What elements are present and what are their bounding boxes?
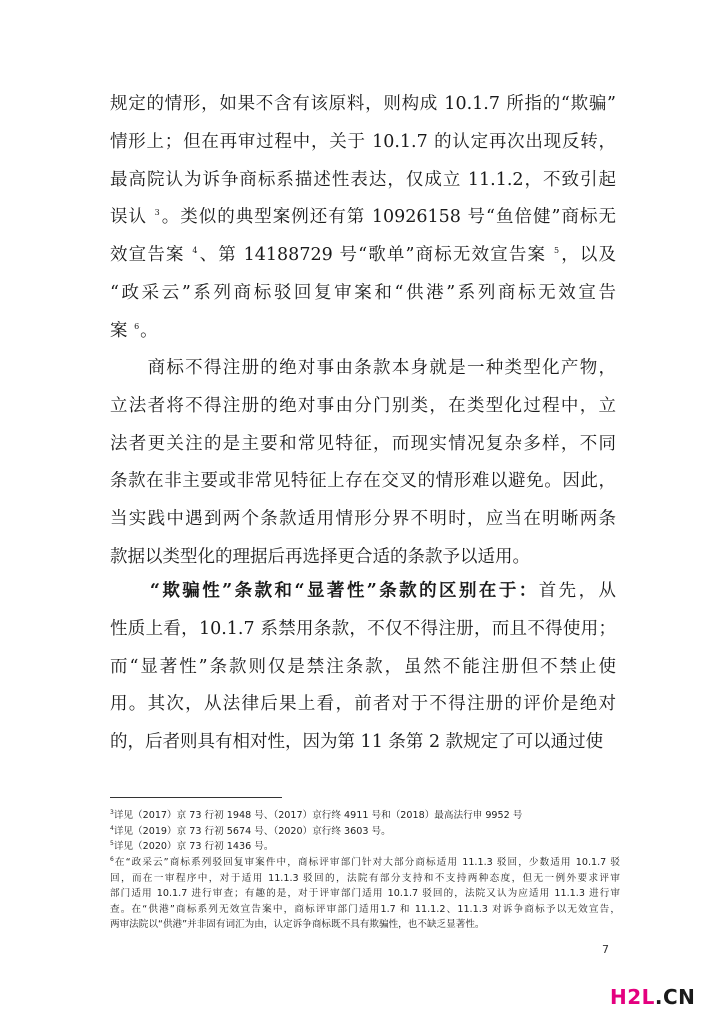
text-line: “政采云”系列商标驳回复审案和“供港”系列商标无效宣告: [110, 283, 616, 303]
text-line: 效宣告案 $^4$、第 14188729 号“歌单”商标无效宣告案 $^5$，以及: [110, 245, 617, 265]
text-line: 用。其次，从法律后果上看，前者对于不得注册的评价是绝对: [110, 694, 616, 714]
text-line: 案 $^6$。: [110, 321, 158, 341]
bold-lead-in: “欺骗性”条款和“显著性”条款的区别在于：: [110, 581, 539, 601]
footnote-separator: [110, 797, 282, 798]
footnote-line: $^3$详见（2017）京 73 行初 1948 号、（2017）京行终 4911 号和（2018）最高法行申 9952 号: [110, 808, 523, 821]
footnote-line: 回，而在一审程序中，对于适用 11.1.3 驳回的，法院有部分支持和不支持两种态度，但无一例外要求评审: [110, 873, 620, 884]
page-number: 7: [602, 943, 609, 956]
text-line: 条款在非主要或非常见特征上存在交叉的情形难以避免。因此，: [110, 471, 616, 491]
footnote-line: $^4$详见（2019）京 73 行初 5674 号、（2020）京行终 3603 号。: [110, 824, 391, 837]
footnote-line: 两审法院以“供港”并非固有词汇为由，认定诉争商标既不具有欺骗性，也不缺乏显著性。: [110, 919, 485, 930]
text-line: 规定的情形，如果不含有该原料，则构成 10.1.7 所指的“欺骗”: [110, 94, 616, 114]
watermark-part2: .CN: [654, 985, 696, 1009]
site-watermark-logo: [610, 984, 714, 1010]
text-line: 情形上；但在再审过程中，关于 10.1.7 的认定再次出现反转，: [110, 132, 616, 152]
footnote-line: 部门适用 10.1.7 进行审查；有趣的是，对于评审部门适用 10.1.7 驳回的，法院又认为应适用 11.1.3 进行审: [110, 888, 620, 899]
text-line: 而“显著性”条款则仅是禁注条款，虽然不能注册但不禁止使: [110, 657, 616, 677]
footnote-line: $^5$详见（2020）京 73 行初 1436 号。: [110, 839, 274, 852]
footnote-number: 4: [110, 824, 114, 832]
footnote-marker: 5: [553, 246, 560, 256]
footnote-number: 3: [110, 808, 114, 816]
footnote-number: 6: [110, 855, 114, 863]
text-line: 当实践中遇到两个条款适用情形分界不明时，应当在明晰两条: [110, 509, 616, 529]
footnote-line: 查。在“供港”商标系列无效宣告案中，商标评审部门适用1.7 和 11.1.2、11.1.3 对诉争商标予以无效宣告，: [110, 904, 620, 915]
footnote-marker: 4: [192, 246, 198, 256]
footnote-marker: 3: [154, 208, 160, 218]
watermark-part1: H2L: [610, 985, 655, 1009]
footnote-number: 5: [110, 839, 114, 847]
text-line: 立法者将不得注册的绝对事由分门别类，在类型化过程中，立: [110, 396, 616, 416]
text-line: 商标不得注册的绝对事由条款本身就是一种类型化产物，: [110, 358, 616, 378]
text-line: “欺骗性”条款和“显著性”条款的区别在于：首先，从: [110, 581, 616, 601]
text-line: 法者更关注的是主要和常见特征，而现实情况复杂多样，不同: [110, 434, 616, 454]
text-line: 误认 $^3$。类似的典型案例还有第 10926158 号“鱼倍健”商标无: [110, 207, 616, 227]
text-line: 款据以类型化的理据后再选择更合适的条款予以适用。: [110, 547, 530, 567]
text-line: 性质上看，10.1.7 系禁用条款，不仅不得注册，而且不得使用；: [110, 619, 616, 639]
footnote-marker: 6: [134, 322, 140, 332]
text-line: 最高院认为诉争商标系描述性表达，仅成立 11.1.2，不致引起: [110, 170, 616, 190]
text-line: 的，后者则具有相对性，因为第 11 条第 2 款规定了可以通过使: [110, 732, 604, 752]
footnote-line: $^6$在“政采云”商标系列驳回复审案件中，商标评审部门针对大部分商标适用 11.1.3 驳回，少数适用 10.1.7 驳: [110, 855, 620, 868]
